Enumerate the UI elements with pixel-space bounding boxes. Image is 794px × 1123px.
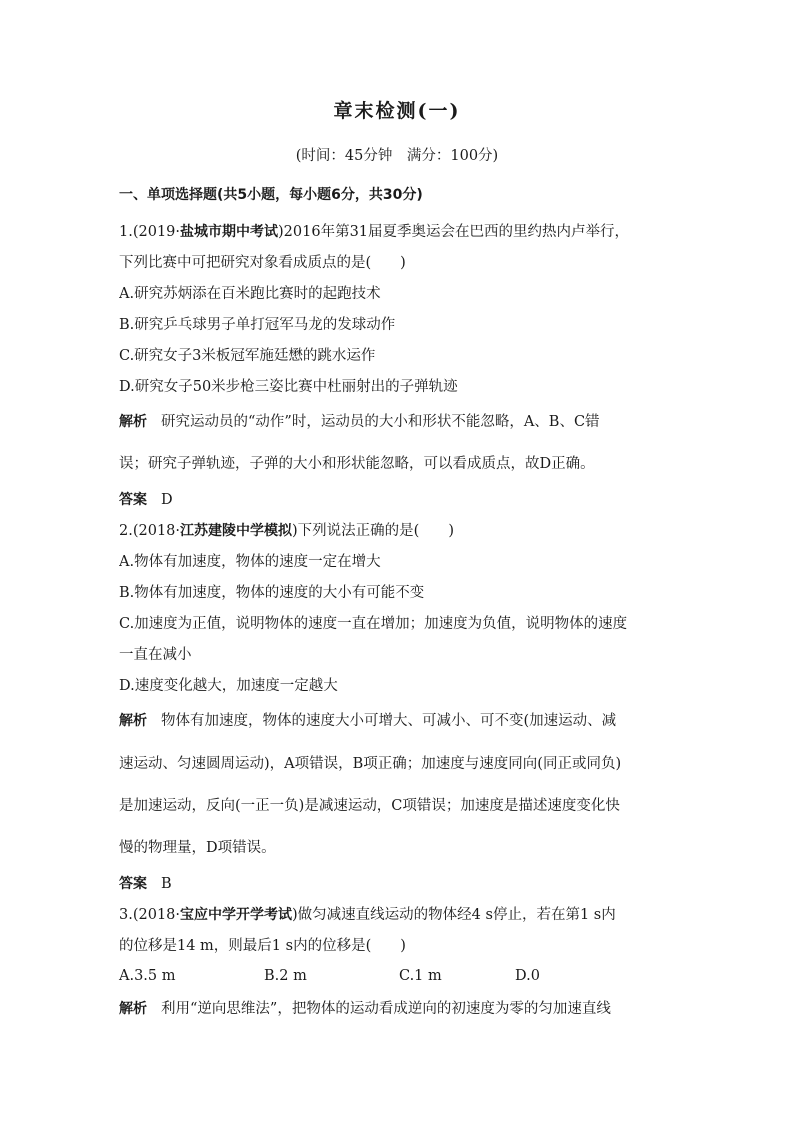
- q3-stem-text: )做匀减速直线运动的物体经4 s停止，若在第1 s内: [292, 907, 616, 923]
- exam-info: (时间：45分钟 满分：100分): [295, 148, 499, 164]
- q1-analysis-label: 解析: [119, 414, 147, 430]
- q2-stem: [119, 521, 679, 541]
- q2-option-d: D.速度变化越大，加速度一定越大: [119, 678, 338, 694]
- q2-stem-text: )下列说法正确的是( ): [292, 523, 454, 539]
- q1-stem-line-1: [119, 222, 679, 242]
- q2-number: 2.(2018·: [119, 523, 181, 539]
- q3-analysis-text-1: 利用“逆向思维法”，把物体的运动看成逆向的初速度为零的匀加速直线: [161, 1001, 611, 1017]
- q1-answer-label: 答案: [119, 492, 147, 508]
- q2-option-c-line-1: C.加速度为正值，说明物体的速度一直在增加；加速度为负值，说明物体的速度: [119, 616, 628, 632]
- q1-answer-value: D: [161, 492, 173, 508]
- q1-option-b: B.研究乒乓球男子单打冠军马龙的发球动作: [119, 317, 396, 333]
- section-heading-text: 一、单项选择题(共5小题，每小题6分，共30分): [119, 187, 423, 203]
- q1-option-c: C.研究女子3米板冠军施廷懋的跳水运作: [119, 348, 376, 364]
- q1-source: 盐城市期中考试: [180, 224, 279, 240]
- q2-answer: [119, 874, 679, 894]
- q1-option-a: A.研究苏炳添在百米跑比赛时的起跑技术: [119, 286, 381, 302]
- q1-stem-text: )2016年第31届夏季奥运会在巴西的里约热内卢举行，: [278, 224, 630, 240]
- q2-answer-label: 答案: [119, 876, 147, 892]
- q1-analysis-text-1: 研究运动员的“动作”时，运动员的大小和形状不能忽略，A、B、C错: [161, 414, 600, 430]
- q1-analysis-line-1: [119, 412, 679, 432]
- q2-answer-value: B: [161, 876, 172, 892]
- q3-analysis-line-1: [119, 999, 679, 1019]
- q2-option-b: B.物体有加速度，物体的速度的大小有可能不变: [119, 585, 425, 601]
- q2-analysis-line-2: 速运动、匀速圆周运动)，A项错误，B项正确；加速度与速度同向(同正或同负): [119, 756, 622, 772]
- q3-number: 3.(2018·: [119, 907, 181, 923]
- q2-analysis-line-4: 慢的物理量，D项错误。: [119, 840, 276, 856]
- q1-number: 1.(2019·: [119, 224, 181, 240]
- q2-analysis-text-1: 物体有加速度，物体的速度大小可增大、可减小、可不变(加速运动、减: [161, 713, 617, 729]
- page-title: 章末检测(一): [333, 100, 461, 122]
- q2-analysis-line-1: [119, 711, 679, 731]
- q2-source: 江苏建陵中学模拟: [180, 523, 293, 539]
- q3-option-c: C.1 m: [399, 968, 442, 984]
- q3-stem-line-1: [119, 905, 679, 925]
- q2-analysis-line-3: 是加速运动，反向(一正一负)是减速运动，C项错误；加速度是描述速度变化快: [119, 798, 620, 814]
- q2-option-c-line-2: 一直在减小: [119, 647, 192, 663]
- q3-option-b: B.2 m: [264, 968, 307, 984]
- q3-option-a: A.3.5 m: [119, 968, 176, 984]
- q1-option-d: D.研究女子50米步枪三姿比赛中杜丽射出的子弹轨迹: [119, 379, 458, 395]
- q1-analysis-line-2: 误；研究子弹轨迹，子弹的大小和形状能忽略，可以看成质点，故D正确。: [119, 456, 595, 472]
- q2-option-a: A.物体有加速度，物体的速度一定在增大: [119, 554, 381, 570]
- section-heading: [119, 185, 679, 205]
- q3-option-d: D.0: [515, 968, 540, 984]
- q1-stem-line-2: 下列比赛中可把研究对象看成质点的是( ): [119, 255, 406, 271]
- q1-answer: [119, 490, 679, 510]
- q2-analysis-label: 解析: [119, 713, 147, 729]
- q3-stem-line-2: 的位移是14 m，则最后1 s内的位移是( ): [119, 938, 406, 954]
- q3-source: 宝应中学开学考试: [180, 907, 293, 923]
- q3-analysis-label: 解析: [119, 1001, 147, 1017]
